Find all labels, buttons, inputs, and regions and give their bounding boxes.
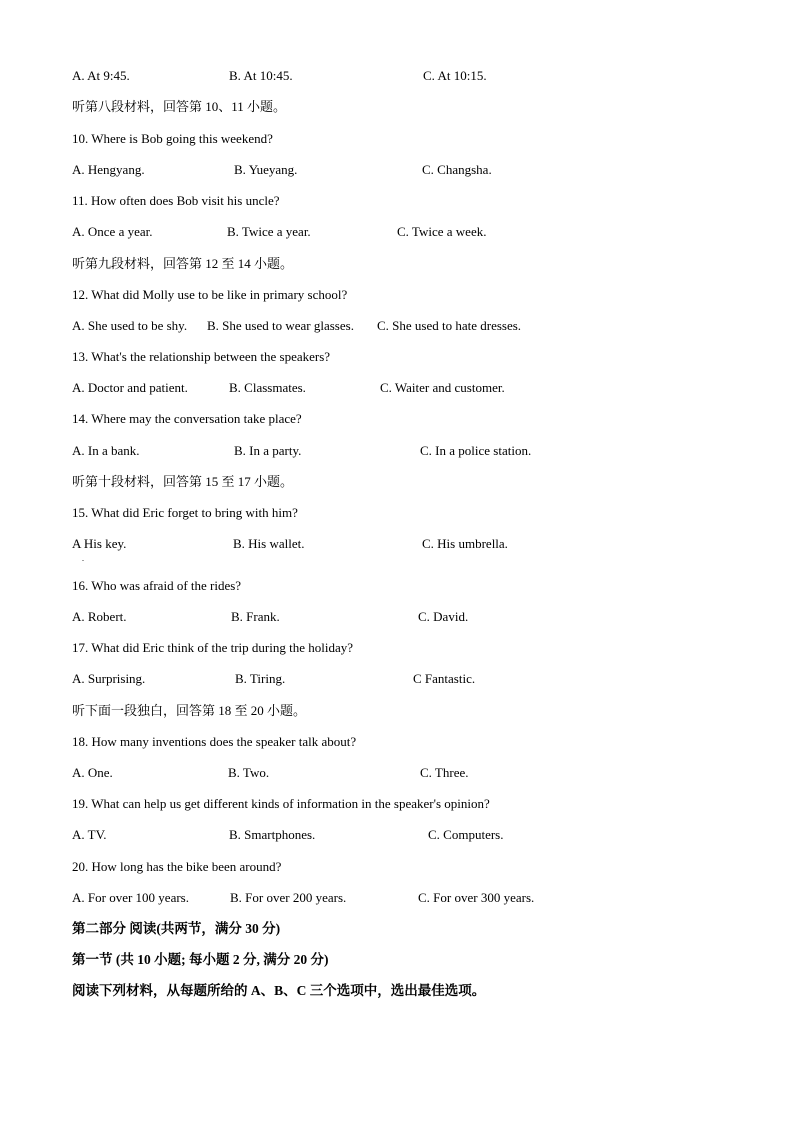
q17-option-c: C Fantastic.: [413, 671, 476, 686]
reading-instructions: 阅读下列材料，从每题所给的 A、B、C 三个选项中，选出最佳选项。: [72, 983, 486, 998]
q10-option-b: B. Yueyang.: [234, 162, 298, 177]
q18-option-b: B. Two.: [228, 765, 270, 780]
q14-option-c: C. In a police station.: [420, 443, 532, 458]
q13-question: 13. What's the relationship between the speakers?: [72, 349, 331, 364]
q11-option-b: B. Twice a year.: [227, 224, 311, 239]
q19-option-b: B. Smartphones.: [229, 827, 316, 842]
part-2-title: 第二部分 阅读(共两节，满分 30 分): [72, 921, 281, 936]
q19-option-a: A. TV.: [72, 827, 107, 842]
section-10-instruction: 听第十段材料，回答第 15 至 17 小题。: [72, 474, 294, 489]
q10-option-a: A. Hengyang.: [72, 162, 145, 177]
q9-option-a: A. At 9:45.: [72, 68, 130, 83]
q20-question: 20. How long has the bike been around?: [72, 859, 282, 874]
q14-option-a: A. In a bank.: [72, 443, 140, 458]
q13-option-a: A. Doctor and patient.: [72, 380, 188, 395]
q17-option-a: A. Surprising.: [72, 671, 146, 686]
q19-question: 19. What can help us get different kinds of information in the speaker's opinion?: [72, 796, 490, 811]
section-11-instruction: 听下面一段独白，回答第 18 至 20 小题。: [72, 703, 307, 718]
q9-option-c: C. At 10:15.: [423, 68, 487, 83]
q12-option-a: A. She used to be shy.: [72, 318, 188, 333]
q20-option-a: A. For over 100 years.: [72, 890, 189, 905]
q15-option-c: C. His umbrella.: [422, 536, 508, 551]
section-9-instruction: 听第九段材料，回答第 12 至 14 小题。: [72, 256, 294, 271]
q11-option-a: A. Once a year.: [72, 224, 153, 239]
q12-question: 12. What did Molly use to be like in primary school?: [72, 287, 348, 302]
q11-option-c: C. Twice a week.: [397, 224, 487, 239]
q15-option-a: A His key.: [72, 536, 127, 551]
q20-option-b: B. For over 200 years.: [230, 890, 347, 905]
q20-option-c: C. For over 300 years.: [418, 890, 535, 905]
q14-option-b: B. In a party.: [234, 443, 302, 458]
section-1-title: 第一节 (共 10 小题; 每小题 2 分, 满分 20 分): [72, 952, 329, 967]
q18-question: 18. How many inventions does the speaker talk about?: [72, 734, 357, 749]
q12-option-c: C. She used to hate dresses.: [377, 318, 522, 333]
q17-question: 17. What did Eric think of the trip during the holiday?: [72, 640, 354, 655]
q9-option-b: B. At 10:45.: [229, 68, 293, 83]
q10-option-c: C. Changsha.: [422, 162, 492, 177]
section-8-instruction: 听第八段材料，回答第 10、11 小题。: [72, 99, 287, 114]
stray-mark: .: [82, 554, 84, 563]
q18-option-c: C. Three.: [420, 765, 469, 780]
q16-option-c: C. David.: [418, 609, 469, 624]
q19-option-c: C. Computers.: [428, 827, 504, 842]
q11-question: 11. How often does Bob visit his uncle?: [72, 193, 280, 208]
q10-question: 10. Where is Bob going this weekend?: [72, 131, 273, 146]
q13-option-b: B. Classmates.: [229, 380, 306, 395]
q16-option-a: A. Robert.: [72, 609, 127, 624]
q15-question: 15. What did Eric forget to bring with him?: [72, 505, 298, 520]
q18-option-a: A. One.: [72, 765, 113, 780]
q13-option-c: C. Waiter and customer.: [380, 380, 505, 395]
q16-question: 16. Who was afraid of the rides?: [72, 578, 242, 593]
q15-option-b: B. His wallet.: [233, 536, 305, 551]
q12-option-b: B. She used to wear glasses.: [207, 318, 354, 333]
q17-option-b: B. Tiring.: [235, 671, 286, 686]
q14-question: 14. Where may the conversation take place?: [72, 411, 302, 426]
q16-option-b: B. Frank.: [231, 609, 280, 624]
